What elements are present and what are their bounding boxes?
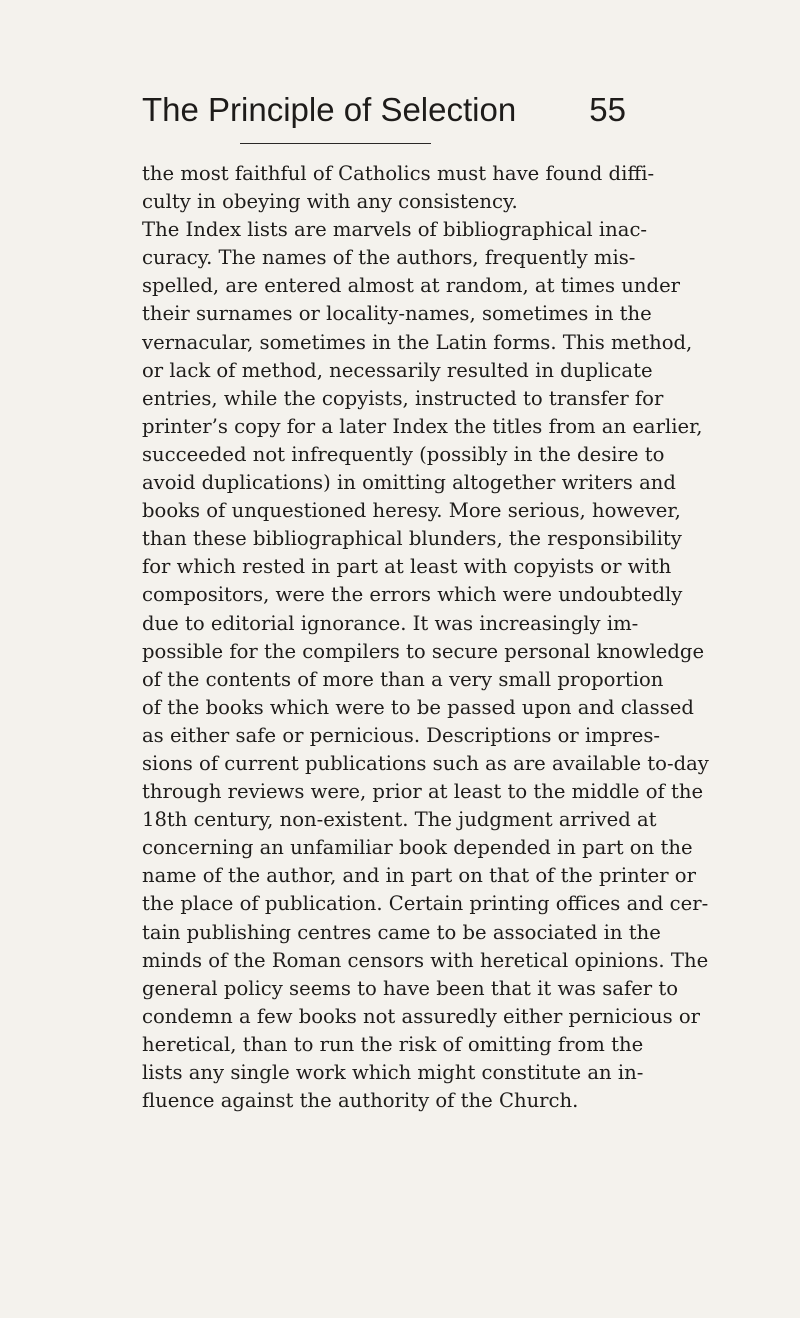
text-line: avoid duplications) in omitting altogether writers and: [142, 471, 676, 495]
text-line: sions of current publications such as are available to-day: [142, 751, 709, 775]
text-line: or lack of method, necessarily resulted in duplicate: [142, 358, 653, 382]
text-line: succeeded not infrequently (possibly in the desire to: [142, 442, 665, 466]
text-line: entries, while the copyists, instructed to transfer for: [142, 386, 664, 410]
body-text: [142, 160, 709, 1115]
text-line: tain publishing centres came to be associated in the: [142, 920, 661, 944]
text-line: the most faithful of Catholics must have found diffi-: [142, 162, 655, 185]
text-line: for which rested in part at least with copyists or with: [142, 555, 672, 579]
text-line: fluence against the authority of the Church.: [142, 1089, 579, 1113]
text-line: heretical, than to run the risk of omitting from the: [142, 1032, 644, 1056]
text-line: than these bibliographical blunders, the responsibility: [142, 527, 682, 551]
text-line: concerning an unfamiliar book depended in part on the: [142, 836, 693, 860]
text-line: the place of publication. Certain printing offices and cer-: [142, 892, 709, 916]
text-line: compositors, were the errors which were undoubtedly: [142, 583, 683, 607]
text-line: minds of the Roman censors with heretical opinions. The: [142, 948, 709, 972]
text-line: books of unquestioned heresy. More serious, however,: [142, 499, 681, 523]
text-line: printer’s copy for a later Index the titles from an earlier,: [142, 414, 703, 438]
running-title: The Principle of Selection: [142, 91, 517, 128]
text-line: their surnames or locality-names, sometimes in the: [142, 302, 652, 326]
text-line: vernacular, sometimes in the Latin forms. This method,: [142, 330, 693, 354]
text-line: The Index lists are marvels of bibliographical inac-: [142, 218, 648, 242]
text-line: condemn a few books not assuredly either pernicious or: [142, 1004, 701, 1028]
page-number: 55: [589, 91, 626, 128]
text-line: of the contents of more than a very small proportion: [142, 667, 664, 691]
text-line: culty in obeying with any consistency.: [142, 190, 518, 214]
text-line: curacy. The names of the authors, frequently mis-: [142, 246, 636, 270]
text-line: of the books which were to be passed upon and classed: [142, 695, 694, 719]
text-line: possible for the compilers to secure personal knowledge: [142, 639, 705, 663]
text-line: 18th century, non-existent. The judgment arrived at: [142, 808, 657, 832]
header-rule: [240, 143, 431, 144]
text-line: due to editorial ignorance. It was increasingly im-: [142, 611, 639, 635]
text-line: general policy seems to have been that it was safer to: [142, 976, 679, 1000]
text-line: lists any single work which might constitute an in-: [142, 1061, 644, 1084]
text-line: spelled, are entered almost at random, at times under: [142, 274, 681, 298]
text-line: name of the author, and in part on that of the printer or: [142, 864, 696, 888]
text-line: through reviews were, prior at least to the middle of the: [142, 780, 704, 804]
page-header: [142, 86, 626, 134]
text-line: as either safe or pernicious. Descriptions or impres-: [142, 723, 661, 747]
